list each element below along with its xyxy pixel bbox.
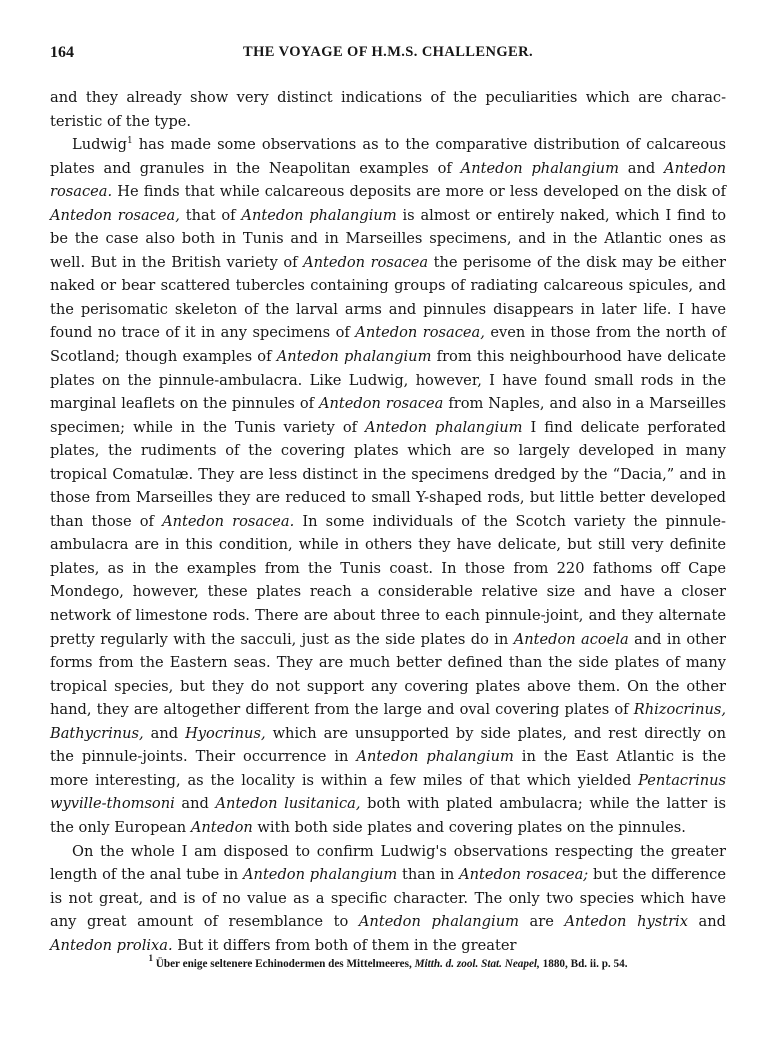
text-run: and they already show very distinct indications of the peculiarities which are charac-teristic of the type. <box>50 89 726 130</box>
text-run: But it differs from both of them in the greater <box>172 936 517 954</box>
paragraph-anal-tube <box>50 840 726 958</box>
footnote-marker: 1 <box>126 136 133 147</box>
italic-term: Rhizocrinus, Bathycrinus, <box>50 701 726 742</box>
text-run: from Naples, and also in a Marseilles specimen; while in the Tunis variety of <box>50 395 726 436</box>
page-number: 164 <box>50 44 74 61</box>
footnote-marker: 1 <box>148 953 153 963</box>
italic-term: Pentacrinus wyville-thomsoni <box>50 771 726 813</box>
running-title: THE VOYAGE OF H.M.S. CHALLENGER. <box>243 44 533 60</box>
text-run: even in those from the north of Scotland; though examples of <box>50 324 726 366</box>
italic-term: Antedon phalangium <box>356 748 514 766</box>
text-run: I find delicate perforated plates, the rudiments of the covering plates which are so largely developed in many tropical Comatulæ. They are less distinct in the specimens dredged by the “Dacia,” and in those from Marseilles they are reduced to small Y-shaped rods, but little better developed than those of <box>50 418 727 530</box>
italic-term: Antedon rosacea. <box>50 159 726 201</box>
italic-term: Mitth. d. zool. Stat. Neapel, <box>414 958 540 970</box>
text-run: which are unsupported by side plates, and rest directly on the pinnule-joints. Their occurrence in <box>50 724 726 766</box>
text-run: that of <box>179 206 242 224</box>
text-run: with both side plates and covering plates on the pinnules. <box>252 818 686 836</box>
text-run: and <box>143 724 186 742</box>
footnote <box>50 953 726 970</box>
italic-term: Antedon acoela <box>513 630 629 648</box>
paragraph-ludwig-observations <box>50 133 726 839</box>
text-run: the perisome of the disk may be either naked or bear scattered tubercles containing groups of radiating calcareous spicules, and the perisomatic skeleton of the larval arms and pinnules disappears in later life. I have found no trace of it in any specimens of <box>50 253 726 342</box>
text-run: are <box>518 913 565 931</box>
italic-term: Antedon rosacea <box>303 253 429 271</box>
italic-term: Antedon prolixa. <box>50 936 173 954</box>
text-run: Über enige seltenere Echinodermen des Mittelmeeres, <box>152 958 415 970</box>
text-run: 1880, Bd. ii. p. 54. <box>539 958 628 970</box>
body-text <box>50 86 726 957</box>
paragraph-continuation <box>50 86 726 133</box>
text-run: but the difference is not great, and is of no value as a specific character. The only two species which have any great amount of resemblance to <box>50 866 726 931</box>
text-run: from this neighbourhood have delicate plates on the pinnule-ambulacra. Like Ludwig, however, I have found small rods in the marginal leaflets on the pinnules of <box>50 348 726 413</box>
text-run: than in <box>397 866 460 884</box>
italic-term: Antedon hystrix <box>564 913 688 931</box>
text-run: Ludwig <box>72 136 127 154</box>
text-run: and in other forms from the Eastern seas. They are much better defined than the side plates of many tropical species, but they do not support any covering plates above them. On the other hand, they are altogether different from the large and oval covering plates of <box>50 630 726 719</box>
italic-term: Antedon phalangium <box>460 159 619 177</box>
italic-term: Antedon rosacea, <box>355 324 485 342</box>
italic-term: Antedon lusitanica, <box>215 795 361 813</box>
text-run: He finds that while calcareous deposits are more or less developed on the disk of <box>112 183 726 201</box>
text-run: On the whole I am disposed to confirm Ludwig's observations respecting the greater length of the anal tube in <box>50 842 726 884</box>
page-header <box>50 44 726 66</box>
text-run: in the East Atlantic is the more interesting, as the locality is within a few miles of that which yielded <box>50 748 727 789</box>
italic-term: Antedon <box>190 818 253 836</box>
text-run: both with plated ambulacra; while the latter is the only European <box>50 795 726 836</box>
text-run: In some individuals of the Scotch variety the pinnule-ambulacra are in this condition, while in others they have delicate, but still very definite plates, as in the examples from the Tunis coast. In those from 220 fathoms off Cape Mondego, however, these plates reach a considerable relative size and have a closer network of limestone rods. There are about three to each pinnule-joint, and they alternate pretty regularly with the sacculi, just as the side plates do in <box>50 512 726 648</box>
italic-term: Antedon phalangium <box>365 418 523 436</box>
text-run: is almost or entirely naked, which I find to be the case also both in Tunis and in Marseilles specimens, and in the Atlantic ones as well. But in the British variety of <box>50 206 727 271</box>
italic-term: Antedon phalangium <box>241 206 397 224</box>
text-run: and <box>174 795 216 813</box>
italic-term: Hyocrinus, <box>185 724 266 742</box>
text-run: and <box>687 913 726 931</box>
italic-term: Antedon rosacea. <box>162 512 295 530</box>
italic-term: Antedon rosacea, <box>50 206 180 224</box>
text-run: has made some observations as to the comparative distribution of calcareous plates and granules in the Neapolitan examples of <box>50 136 726 177</box>
italic-term: Antedon phalangium <box>358 913 519 931</box>
italic-term: Antedon rosacea <box>318 395 444 413</box>
italic-term: Antedon phalangium <box>243 866 398 884</box>
text-run: and <box>618 159 665 177</box>
italic-term: Antedon rosacea; <box>459 866 589 884</box>
italic-term: Antedon phalangium <box>276 348 432 366</box>
